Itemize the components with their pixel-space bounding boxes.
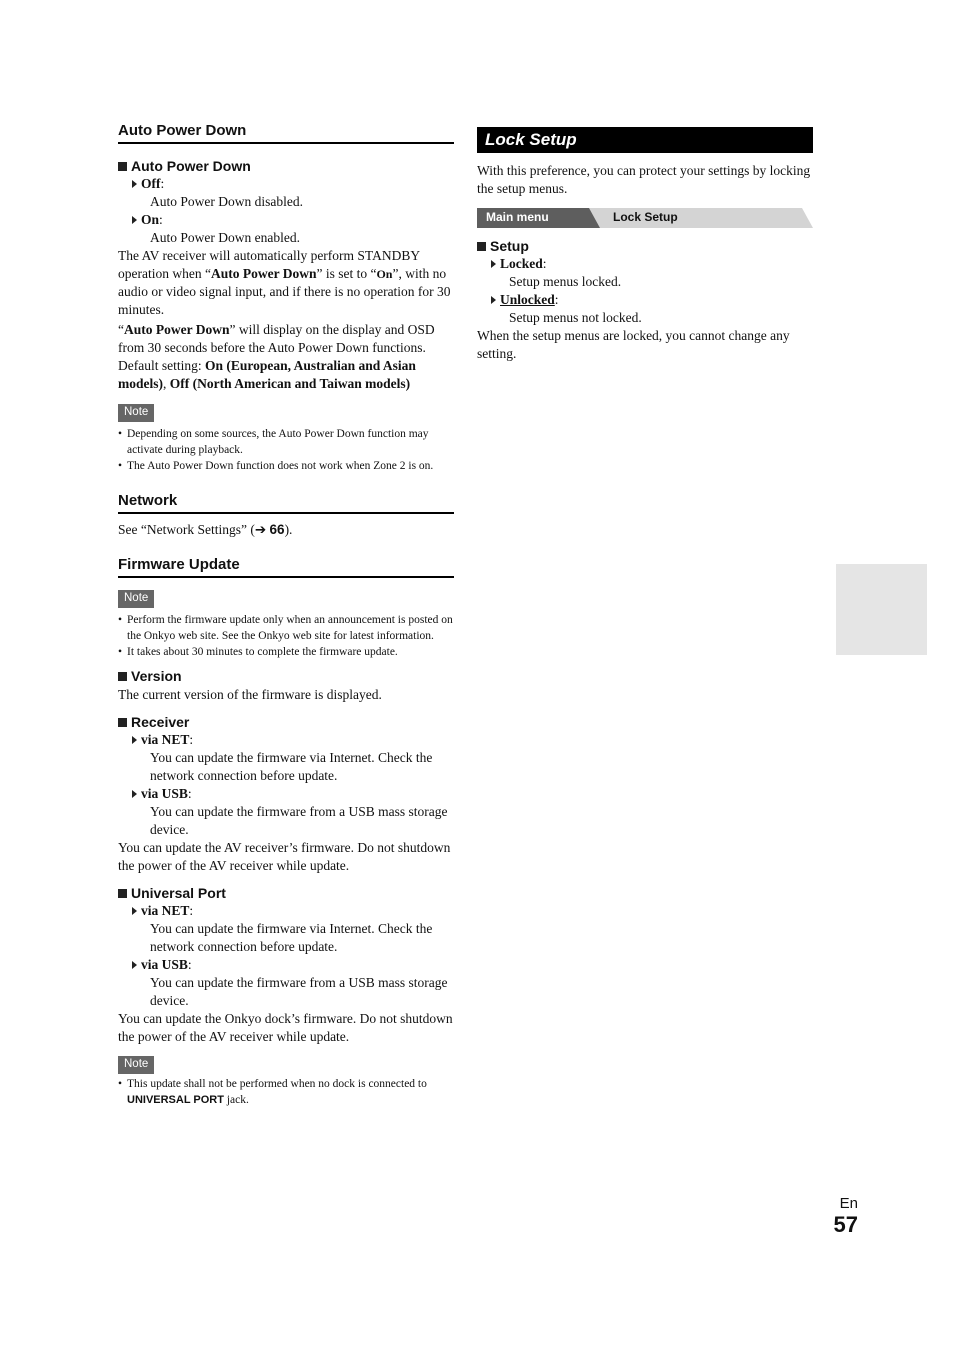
note-item: • Perform the firmware update only when an announcement is posted on the Onkyo web site. See the Onkyo web site for latest information. — [118, 612, 454, 644]
version-text: The current version of the firmware is displayed. — [118, 687, 382, 702]
square-bullet-icon — [118, 162, 127, 171]
default-setting: Default setting: On (European, Australian and Asian models), Off (North American and Taiwan models) — [118, 358, 416, 391]
sub-heading-auto-power-down — [118, 158, 454, 174]
arrow-right-icon: ➔ — [254, 522, 267, 537]
sub-heading-universal-port: Universal Port — [118, 885, 454, 901]
triangle-bullet-icon — [132, 216, 137, 224]
section-heading-auto-power-down: Auto Power Down — [118, 120, 454, 144]
sub-heading-receiver: Receiver — [118, 714, 454, 730]
network-reference: See “Network Settings” (➔ 66). — [118, 522, 293, 537]
option-desc: Setup menus not locked. — [509, 310, 642, 325]
note-item: • The Auto Power Down function does not work when Zone 2 is on. — [118, 458, 454, 474]
language-label: En — [839, 1195, 858, 1212]
option-desc: Auto Power Down enabled. — [150, 230, 300, 245]
option-list — [118, 175, 454, 393]
section-title-lock-setup: Lock Setup — [477, 127, 813, 153]
page-reference-link[interactable]: 66 — [269, 522, 285, 537]
page-number: 57 — [833, 1212, 858, 1237]
option-off: Off : — [118, 175, 454, 193]
note-block — [118, 1054, 454, 1108]
option-via-net: via NET : — [118, 731, 454, 749]
breadcrumb-main-menu: Main menu — [486, 210, 549, 224]
triangle-bullet-icon — [132, 790, 137, 798]
option-desc: You can update the firmware from a USB mass storage device. — [150, 804, 448, 837]
note-item: • This update shall not be performed when no dock is connected to UNIVERSAL PORT jack. — [118, 1076, 454, 1108]
triangle-bullet-icon — [132, 180, 137, 188]
sub-heading-setup: Setup — [477, 238, 813, 254]
option-on: On : — [118, 211, 454, 229]
paragraph: You can update the Onkyo dock’s firmware. Do not shutdown the power of the AV receiver while update. — [118, 1011, 453, 1044]
square-bullet-icon — [118, 672, 127, 681]
option-desc: You can update the firmware from a USB mass storage device. — [150, 975, 448, 1008]
option-label: On — [141, 212, 160, 227]
note-badge: Note — [118, 404, 154, 422]
note-list — [118, 612, 454, 660]
option-list — [118, 731, 454, 875]
section-heading-firmware-update: Firmware Update — [118, 554, 454, 578]
lock-setup-outro: When the setup menus are locked, you cannot change any setting. — [477, 328, 790, 361]
option-desc: Auto Power Down disabled. — [150, 194, 303, 209]
option-via-net: via NET : — [118, 902, 454, 920]
section-heading-network: Network — [118, 490, 454, 514]
square-bullet-icon — [118, 718, 127, 727]
triangle-bullet-icon — [491, 260, 496, 268]
note-block — [118, 588, 454, 660]
note-list — [118, 426, 454, 474]
option-list — [477, 255, 813, 363]
triangle-bullet-icon — [132, 907, 137, 915]
menu-breadcrumb — [477, 208, 813, 226]
chapter-side-tab — [836, 564, 927, 655]
note-badge: Note — [118, 590, 154, 608]
note-list — [118, 1076, 454, 1108]
right-column — [477, 127, 813, 363]
left-column — [118, 120, 454, 1108]
paragraph: “Auto Power Down” will display on the display and OSD from 30 seconds before the Auto Power Down functions. — [118, 322, 435, 355]
note-block — [118, 402, 454, 474]
option-unlocked: Unlocked : — [477, 291, 813, 309]
option-desc: Setup menus locked. — [509, 274, 622, 289]
option-label: Off — [141, 176, 161, 191]
square-bullet-icon — [118, 889, 127, 898]
option-via-usb: via USB : — [118, 785, 454, 803]
triangle-bullet-icon — [132, 736, 137, 744]
option-locked: Locked : — [477, 255, 813, 273]
paragraph: The AV receiver will automatically perform STANDBY operation when “Auto Power Down” is set to “On”, with no audio or video signal input, and if there is no operation for 30 minutes. — [118, 248, 451, 317]
page-number-block — [828, 1195, 858, 1237]
sub-heading-label: Auto Power Down — [131, 158, 251, 174]
sub-heading-version: Version — [118, 668, 454, 684]
breadcrumb-lock-setup: Lock Setup — [613, 210, 678, 224]
option-desc: You can update the firmware via Internet. Check the network connection before update. — [150, 750, 433, 783]
note-badge: Note — [118, 1056, 154, 1074]
option-desc: You can update the firmware via Internet. Check the network connection before update. — [150, 921, 433, 954]
paragraph: You can update the AV receiver’s firmware. Do not shutdown the power of the AV receiver while update. — [118, 840, 451, 873]
note-item: • Depending on some sources, the Auto Power Down function may activate during playback. — [118, 426, 454, 458]
note-item: • It takes about 30 minutes to complete the firmware update. — [118, 644, 454, 660]
square-bullet-icon — [477, 242, 486, 251]
option-via-usb: via USB : — [118, 956, 454, 974]
triangle-bullet-icon — [491, 296, 496, 304]
option-list — [118, 902, 454, 1046]
triangle-bullet-icon — [132, 961, 137, 969]
lock-setup-intro: With this preference, you can protect your settings by locking the setup menus. — [477, 163, 811, 196]
